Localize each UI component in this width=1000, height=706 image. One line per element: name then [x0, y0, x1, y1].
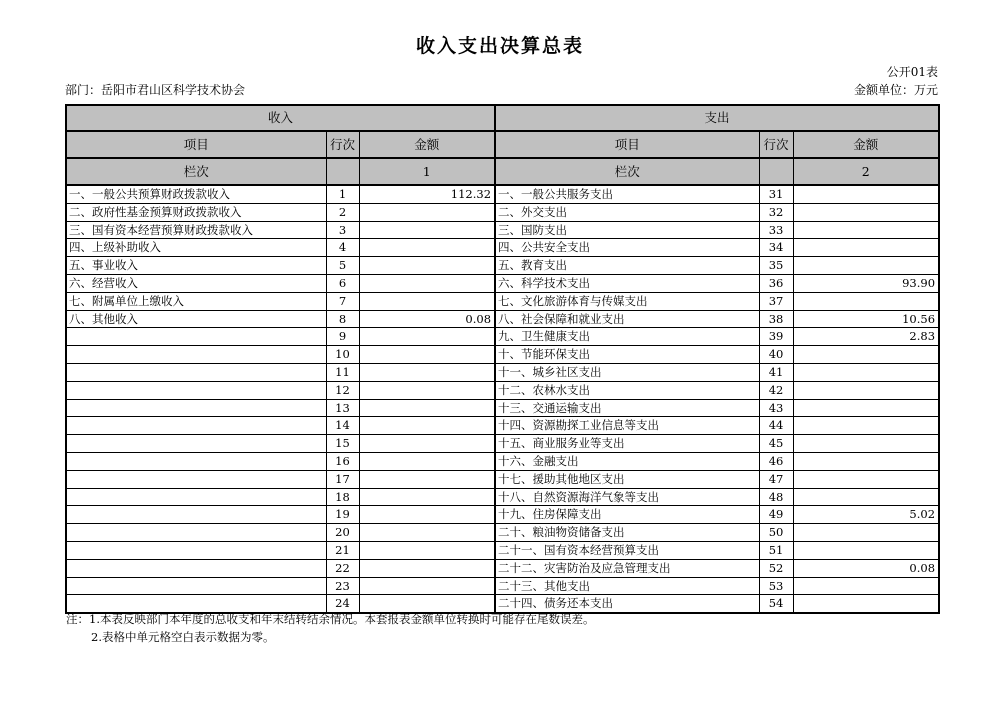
- income-amount-cell: [359, 435, 495, 453]
- table-row: [66, 559, 939, 577]
- expense-lineno-cell: 41: [759, 363, 793, 381]
- expense-lineno-header: 行次: [759, 131, 793, 158]
- expense-lineno-cell: 45: [759, 435, 793, 453]
- expense-lineno-cell: 51: [759, 541, 793, 559]
- income-item-cell: 四、上级补助收入: [66, 239, 326, 257]
- expense-item-cell: 一、一般公共服务支出: [495, 185, 759, 203]
- expense-lineno-cell: 50: [759, 524, 793, 542]
- income-column-number: 1: [359, 158, 495, 185]
- income-item-cell: [66, 328, 326, 346]
- expense-amount-cell: [793, 203, 939, 221]
- expense-amount-cell: 5.02: [793, 506, 939, 524]
- expense-item-cell: 十一、城乡社区支出: [495, 363, 759, 381]
- income-item-header: 项目: [66, 131, 326, 158]
- income-lineno-cell: 9: [326, 328, 359, 346]
- expense-amount-cell: [793, 541, 939, 559]
- expense-lineno-cell: 44: [759, 417, 793, 435]
- footnote-2: 2.表格中单元格空白表示数据为零。: [91, 629, 275, 644]
- column-header-row: [66, 131, 939, 158]
- expense-item-cell: 二十二、灾害防治及应急管理支出: [495, 559, 759, 577]
- expense-amount-cell: [793, 452, 939, 470]
- expense-item-cell: 八、社会保障和就业支出: [495, 310, 759, 328]
- income-lineno-cell: 7: [326, 292, 359, 310]
- income-amount-cell: [359, 328, 495, 346]
- expense-lineno-cell: 54: [759, 595, 793, 613]
- expense-amount-cell: [793, 257, 939, 275]
- income-lineno-cell: 17: [326, 470, 359, 488]
- expense-item-cell: 十二、农林水支出: [495, 381, 759, 399]
- income-amount-cell: [359, 274, 495, 292]
- expense-item-cell: 十、节能环保支出: [495, 346, 759, 364]
- department-label: 部门：岳阳市君山区科学技术协会: [65, 83, 246, 97]
- expense-item-cell: 九、卫生健康支出: [495, 328, 759, 346]
- expense-lineno-cell: 39: [759, 328, 793, 346]
- income-item-cell: 八、其他收入: [66, 310, 326, 328]
- table-row: [66, 435, 939, 453]
- income-lineno-cell: 18: [326, 488, 359, 506]
- expense-amount-cell: 0.08: [793, 559, 939, 577]
- table-row: [66, 239, 939, 257]
- expense-item-cell: 四、公共安全支出: [495, 239, 759, 257]
- meta-row: [65, 81, 938, 98]
- expense-item-cell: 二十三、其他支出: [495, 577, 759, 595]
- section-header-row: [66, 105, 939, 131]
- income-item-cell: [66, 506, 326, 524]
- income-lineno-cell: 5: [326, 257, 359, 275]
- expense-lineno-cell: 33: [759, 221, 793, 239]
- expense-lineno-cell: 53: [759, 577, 793, 595]
- income-item-cell: 一、一般公共预算财政拨款收入: [66, 185, 326, 203]
- expense-amount-cell: [793, 292, 939, 310]
- expense-item-cell: 二十、粮油物资储备支出: [495, 524, 759, 542]
- income-item-cell: 七、附属单位上缴收入: [66, 292, 326, 310]
- income-lineno-cell: 13: [326, 399, 359, 417]
- unit-label: 金额单位：万元: [853, 83, 938, 97]
- income-item-cell: [66, 452, 326, 470]
- income-lineno-cell: 14: [326, 417, 359, 435]
- income-lineno-cell: 1: [326, 185, 359, 203]
- income-item-cell: [66, 346, 326, 364]
- expense-lineno-cell: 49: [759, 506, 793, 524]
- expense-lineno-cell: 42: [759, 381, 793, 399]
- expense-item-header: 项目: [495, 131, 759, 158]
- income-item-cell: [66, 363, 326, 381]
- page-title: 收入支出决算总表: [415, 35, 584, 57]
- income-lineno-cell: 24: [326, 595, 359, 613]
- expense-amount-cell: [793, 417, 939, 435]
- expense-lanci-blank: [759, 158, 793, 185]
- expense-lineno-cell: 38: [759, 310, 793, 328]
- income-item-cell: [66, 541, 326, 559]
- income-item-cell: [66, 577, 326, 595]
- expense-amount-cell: [793, 524, 939, 542]
- expense-amount-cell: [793, 470, 939, 488]
- income-amount-cell: [359, 203, 495, 221]
- income-lineno-cell: 3: [326, 221, 359, 239]
- expense-column-number: 2: [793, 158, 939, 185]
- table-row: [66, 346, 939, 364]
- expense-lineno-cell: 48: [759, 488, 793, 506]
- income-lineno-header: 行次: [326, 131, 359, 158]
- expense-lineno-cell: 37: [759, 292, 793, 310]
- income-item-cell: [66, 435, 326, 453]
- expense-amount-cell: [793, 239, 939, 257]
- income-amount-cell: [359, 488, 495, 506]
- expense-amount-cell: [793, 399, 939, 417]
- expense-amount-cell: [793, 381, 939, 399]
- expense-lineno-cell: 34: [759, 239, 793, 257]
- income-lineno-cell: 6: [326, 274, 359, 292]
- expense-item-cell: 十八、自然资源海洋气象等支出: [495, 488, 759, 506]
- income-lineno-cell: 16: [326, 452, 359, 470]
- footnotes: [66, 611, 594, 647]
- expense-amount-cell: 2.83: [793, 328, 939, 346]
- expense-lineno-cell: 46: [759, 452, 793, 470]
- income-lineno-cell: 4: [326, 239, 359, 257]
- income-amount-cell: [359, 346, 495, 364]
- expense-item-cell: 十四、资源勘探工业信息等支出: [495, 417, 759, 435]
- table-row: [66, 417, 939, 435]
- expense-lineno-cell: 32: [759, 203, 793, 221]
- table-row: [66, 506, 939, 524]
- column-index-row: [66, 158, 939, 185]
- expense-item-cell: 十五、商业服务业等支出: [495, 435, 759, 453]
- expense-item-cell: 六、科学技术支出: [495, 274, 759, 292]
- table-row: [66, 292, 939, 310]
- income-item-cell: [66, 559, 326, 577]
- income-lineno-cell: 22: [326, 559, 359, 577]
- income-lineno-cell: 21: [326, 541, 359, 559]
- income-lineno-cell: 15: [326, 435, 359, 453]
- income-amount-cell: [359, 221, 495, 239]
- table-code: 公开01表: [886, 65, 938, 79]
- expense-lineno-cell: 31: [759, 185, 793, 203]
- income-item-cell: [66, 417, 326, 435]
- table-row: [66, 524, 939, 542]
- income-lineno-cell: 20: [326, 524, 359, 542]
- expense-lineno-cell: 36: [759, 274, 793, 292]
- table-row: [66, 310, 939, 328]
- income-amount-cell: [359, 559, 495, 577]
- expense-item-cell: 七、文化旅游体育与传媒支出: [495, 292, 759, 310]
- expense-item-cell: 二、外交支出: [495, 203, 759, 221]
- expense-amount-cell: [793, 577, 939, 595]
- table-row: [66, 470, 939, 488]
- expense-item-cell: 二十一、国有资本经营预算支出: [495, 541, 759, 559]
- expense-lineno-cell: 35: [759, 257, 793, 275]
- budget-summary-table: [65, 104, 940, 614]
- table-row: [66, 221, 939, 239]
- income-lanci-label: 栏次: [66, 158, 326, 185]
- income-lineno-cell: 11: [326, 363, 359, 381]
- table-row: [66, 328, 939, 346]
- income-item-cell: 六、经营收入: [66, 274, 326, 292]
- income-lineno-cell: 19: [326, 506, 359, 524]
- income-item-cell: [66, 399, 326, 417]
- expense-amount-cell: [793, 221, 939, 239]
- table-row: [66, 363, 939, 381]
- table-row: [66, 577, 939, 595]
- income-lanci-blank: [326, 158, 359, 185]
- expense-item-cell: 十七、援助其他地区支出: [495, 470, 759, 488]
- expense-section-header: 支出: [495, 105, 939, 131]
- table-row: [66, 399, 939, 417]
- income-lineno-cell: 23: [326, 577, 359, 595]
- income-lineno-cell: 2: [326, 203, 359, 221]
- income-lineno-cell: 10: [326, 346, 359, 364]
- income-amount-cell: [359, 239, 495, 257]
- income-amount-cell: [359, 470, 495, 488]
- expense-amount-header: 金额: [793, 131, 939, 158]
- income-lineno-cell: 8: [326, 310, 359, 328]
- income-item-cell: [66, 524, 326, 542]
- expense-lineno-cell: 52: [759, 559, 793, 577]
- expense-amount-cell: [793, 488, 939, 506]
- income-amount-cell: 0.08: [359, 310, 495, 328]
- table-row: [66, 274, 939, 292]
- expense-amount-cell: [793, 346, 939, 364]
- income-amount-cell: [359, 524, 495, 542]
- income-amount-cell: [359, 292, 495, 310]
- expense-item-cell: 十三、交通运输支出: [495, 399, 759, 417]
- income-item-cell: [66, 488, 326, 506]
- table-row: [66, 381, 939, 399]
- expense-amount-cell: [793, 595, 939, 613]
- expense-item-cell: 五、教育支出: [495, 257, 759, 275]
- income-item-cell: 三、国有资本经营预算财政拨款收入: [66, 221, 326, 239]
- table-row: [66, 185, 939, 203]
- expense-lineno-cell: 47: [759, 470, 793, 488]
- income-lineno-cell: 12: [326, 381, 359, 399]
- income-amount-cell: [359, 363, 495, 381]
- income-amount-cell: [359, 577, 495, 595]
- income-item-cell: 二、政府性基金预算财政拨款收入: [66, 203, 326, 221]
- income-amount-cell: [359, 506, 495, 524]
- table-row: [66, 203, 939, 221]
- income-amount-cell: [359, 417, 495, 435]
- expense-item-cell: 十六、金融支出: [495, 452, 759, 470]
- income-amount-cell: [359, 399, 495, 417]
- expense-amount-cell: 10.56: [793, 310, 939, 328]
- expense-lineno-cell: 40: [759, 346, 793, 364]
- income-item-cell: 五、事业收入: [66, 257, 326, 275]
- income-section-header: 收入: [66, 105, 495, 131]
- expense-item-cell: 十九、住房保障支出: [495, 506, 759, 524]
- income-amount-cell: [359, 381, 495, 399]
- income-amount-cell: [359, 452, 495, 470]
- table-body: [66, 185, 939, 613]
- expense-amount-cell: [793, 363, 939, 381]
- income-amount-cell: 112.32: [359, 185, 495, 203]
- expense-lanci-label: 栏次: [495, 158, 759, 185]
- income-amount-cell: [359, 257, 495, 275]
- table-row: [66, 488, 939, 506]
- expense-amount-cell: [793, 435, 939, 453]
- income-item-cell: [66, 470, 326, 488]
- income-amount-header: 金额: [359, 131, 495, 158]
- footnote-1: 注：1.本表反映部门本年度的总收支和年末结转结余情况。本套报表金额单位转换时可能存在尾数误差。: [66, 612, 595, 626]
- income-item-cell: [66, 381, 326, 399]
- expense-amount-cell: [793, 185, 939, 203]
- income-amount-cell: [359, 541, 495, 559]
- table-row: [66, 541, 939, 559]
- table-row: [66, 452, 939, 470]
- expense-amount-cell: 93.90: [793, 274, 939, 292]
- expense-item-cell: 二十四、债务还本支出: [495, 595, 759, 613]
- table-row: [66, 257, 939, 275]
- expense-item-cell: 三、国防支出: [495, 221, 759, 239]
- expense-lineno-cell: 43: [759, 399, 793, 417]
